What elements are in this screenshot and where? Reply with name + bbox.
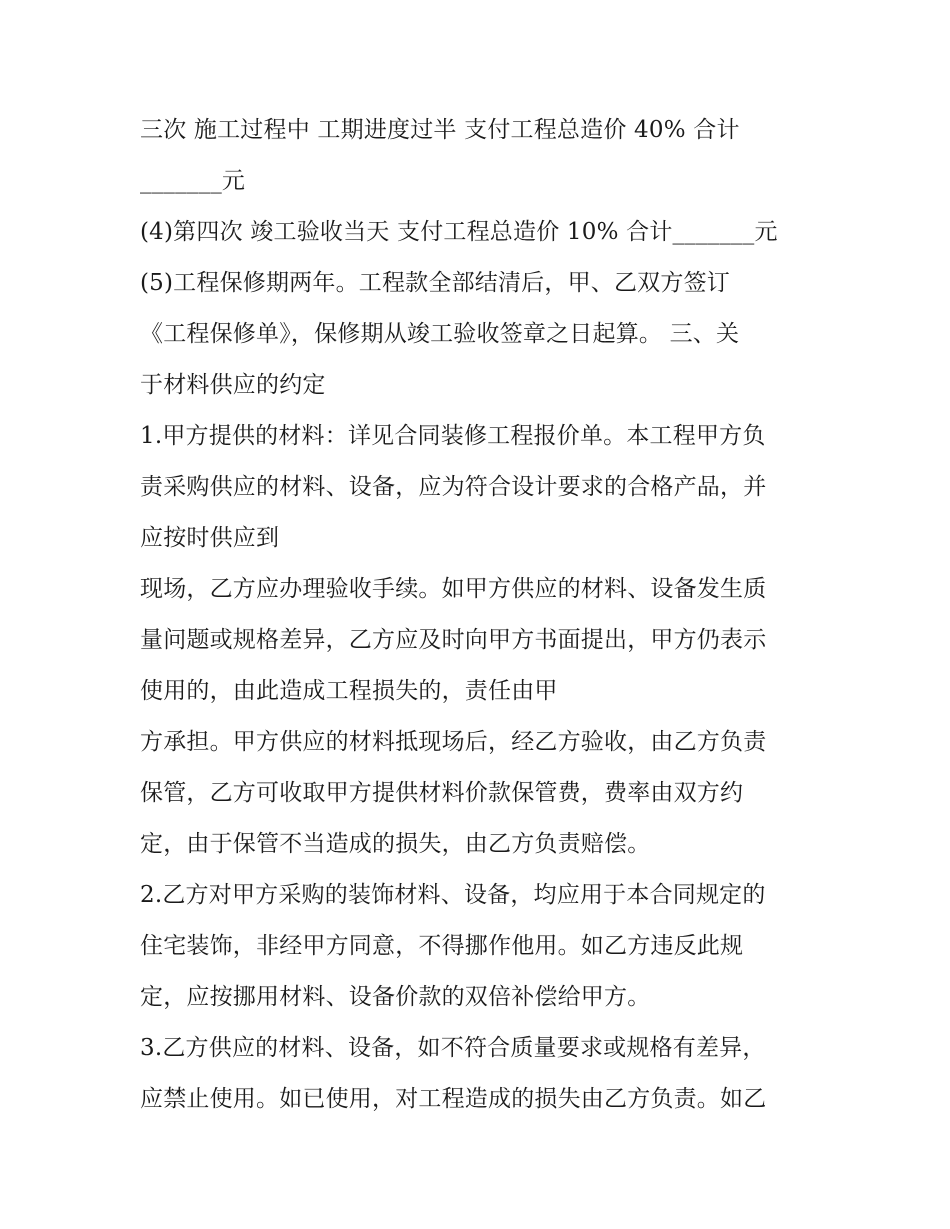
text-line: 量问题或规格差异，乙方应及时向甲方书面提出，甲方仍表示 <box>140 627 767 653</box>
text-line: _______元 <box>140 168 246 194</box>
text-line: 责采购供应的材料、设备，应为符合设计要求的合格产品，并 <box>140 474 767 500</box>
text-line: 保管，乙方可收取甲方提供材料价款保管费，费率由双方约 <box>140 780 744 806</box>
text-line: (5)工程保修期两年。工程款全部结清后，甲、乙双方签订 <box>140 270 730 296</box>
text-line: 定，应按挪用材料、设备价款的双倍补偿给甲方。 <box>140 984 651 1010</box>
text-line: 定，由于保管不当造成的损失，由乙方负责赔偿。 <box>140 831 651 857</box>
text-line: 3.乙方供应的材料、设备，如不符合质量要求或规格有差异， <box>140 1035 766 1061</box>
text-line: 应禁止使用。如已使用，对工程造成的损失由乙方负责。如乙 <box>140 1086 767 1112</box>
text-line: 现场，乙方应办理验收手续。如甲方供应的材料、设备发生质 <box>140 576 767 602</box>
text-line: (4)第四次 竣工验收当天 支付工程总造价 10% 合计_______元 <box>140 219 778 245</box>
text-line: 方承担。甲方供应的材料抵现场后，经乙方验收，由乙方负责 <box>140 729 767 755</box>
text-line: 2.乙方对甲方采购的装饰材料、设备，均应用于本合同规定的 <box>140 882 766 908</box>
contract-text-body <box>140 105 820 1125</box>
text-line: 住宅装饰，非经甲方同意，不得挪作他用。如乙方违反此规 <box>140 933 744 959</box>
text-line: 《工程保修单》，保修期从竣工验收签章之日起算。 三、关 <box>140 321 740 347</box>
text-line: 三次 施工过程中 工期进度过半 支付工程总造价 40% 合计 <box>140 117 740 143</box>
text-line: 1.甲方提供的材料：详见合同装修工程报价单。本工程甲方负 <box>140 423 766 449</box>
text-line: 于材料供应的约定 <box>140 372 326 398</box>
text-line: 应按时供应到 <box>140 525 280 551</box>
text-line: 使用的，由此造成工程损失的，责任由甲 <box>140 678 558 704</box>
